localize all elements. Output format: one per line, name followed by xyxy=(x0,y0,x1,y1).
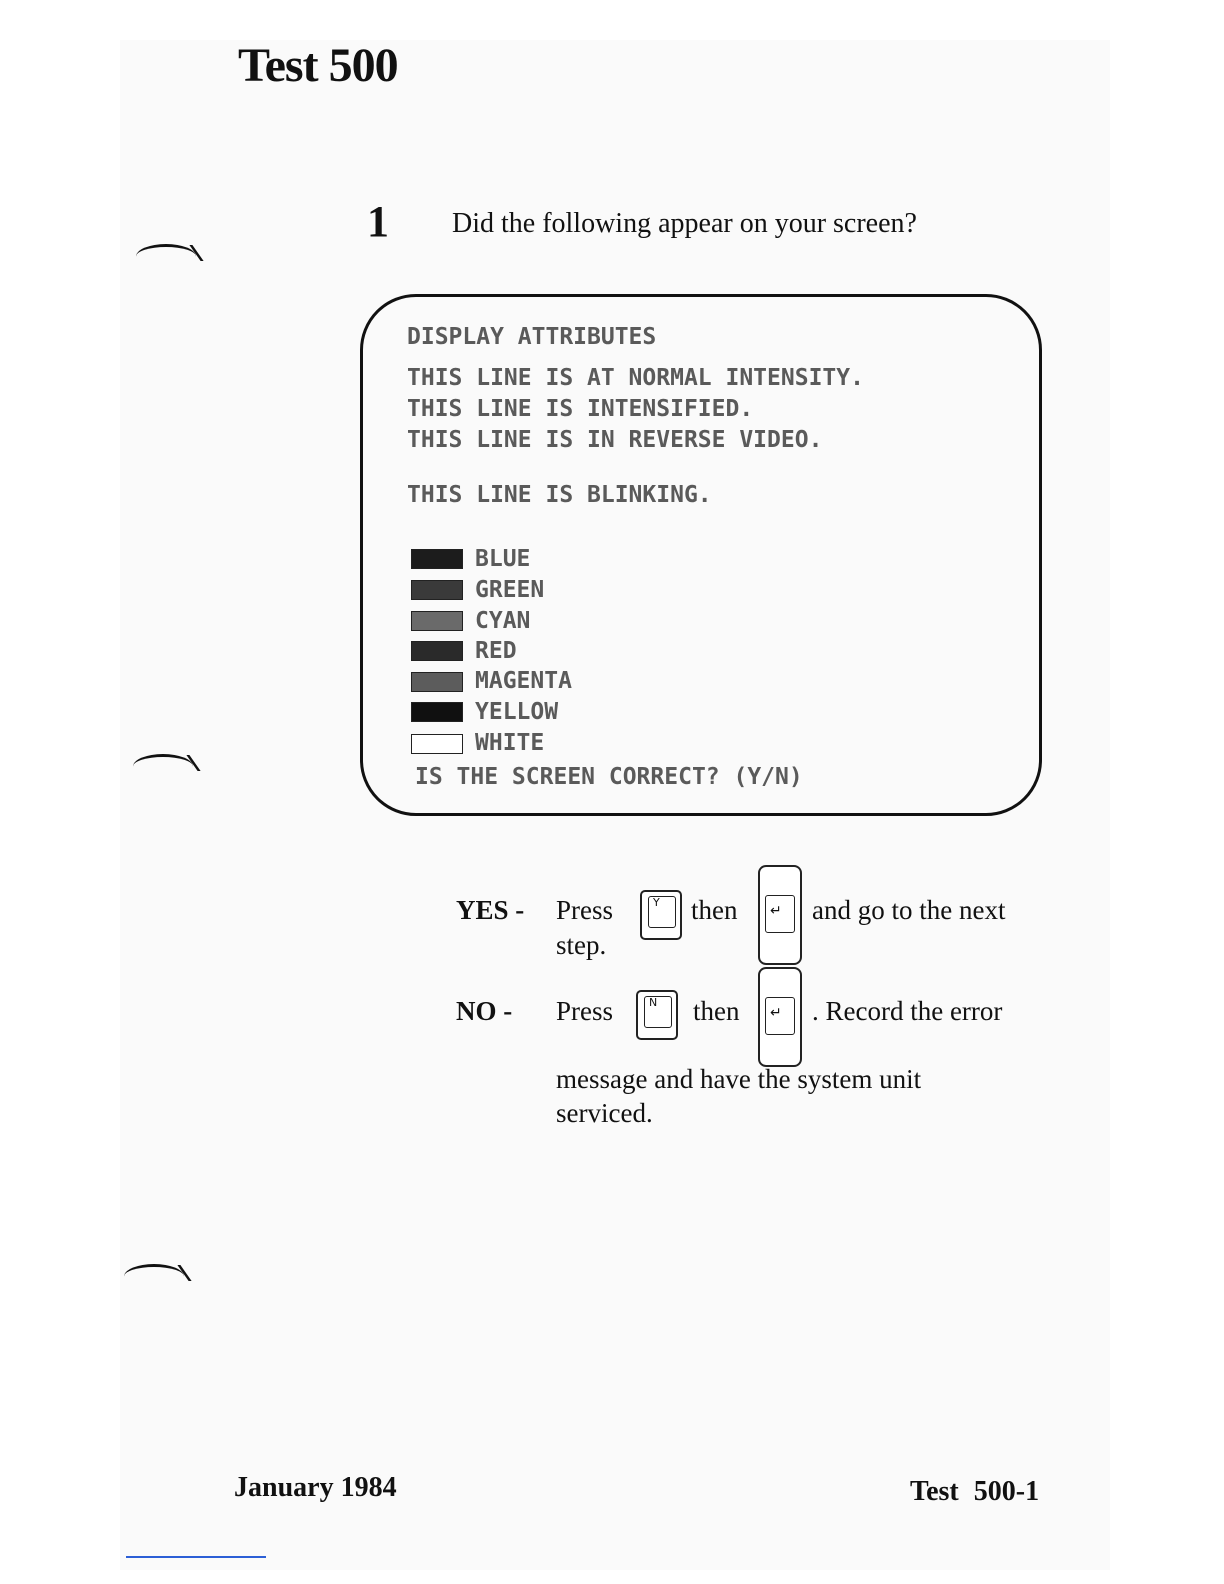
color-swatch-red xyxy=(411,641,463,661)
color-label-yellow: YELLOW xyxy=(475,699,559,725)
color-label-cyan: CYAN xyxy=(475,608,531,634)
screen-prompt: IS THE SCREEN CORRECT? (Y/N) xyxy=(415,764,803,790)
binder-hole-mark xyxy=(136,244,196,269)
step-question: Did the following appear on your screen? xyxy=(452,208,917,239)
yes-after-text: and go to the next xyxy=(812,895,1006,925)
screen-line-normal: THIS LINE IS AT NORMAL INTENSITY. xyxy=(407,365,864,391)
color-label-red: RED xyxy=(475,638,517,664)
footer-date: January 1984 xyxy=(234,1472,397,1503)
enter-key-glyph: ↵ xyxy=(770,903,782,919)
screen-line-reverse: THIS LINE IS IN REVERSE VIDEO. xyxy=(407,427,823,453)
color-swatch-white xyxy=(411,734,463,754)
no-continuation-2: serviced. xyxy=(556,1098,653,1128)
yes-then-text: then xyxy=(691,895,738,925)
color-swatch-cyan xyxy=(411,611,463,631)
screen-line-blinking: THIS LINE IS BLINKING. xyxy=(407,482,712,508)
yes-press-text: Press xyxy=(556,895,614,925)
n-key-icon xyxy=(636,990,678,1040)
no-label: NO - xyxy=(456,996,513,1026)
color-label-magenta: MAGENTA xyxy=(475,668,572,694)
enter-key-glyph: ↵ xyxy=(770,1005,782,1021)
y-key-letter: Y xyxy=(653,896,660,909)
color-label-white: WHITE xyxy=(475,730,545,756)
color-swatch-yellow xyxy=(411,702,463,722)
no-continuation-1: message and have the system unit xyxy=(556,1064,922,1094)
color-label-green: GREEN xyxy=(475,577,545,603)
yes-label: YES - xyxy=(456,895,525,925)
step-number: 1 xyxy=(367,197,389,246)
color-swatch-magenta xyxy=(411,672,463,692)
screen-heading: DISPLAY ATTRIBUTES xyxy=(407,324,657,350)
screen-line-intensified: THIS LINE IS INTENSIFIED. xyxy=(407,396,754,422)
scan-underline-mark xyxy=(126,1556,266,1558)
y-key-icon xyxy=(640,890,682,940)
n-key-letter: N xyxy=(649,996,658,1009)
binder-hole-mark xyxy=(124,1264,184,1289)
footer-page-number: Test 500-1 xyxy=(910,1476,1040,1507)
color-swatch-green xyxy=(411,580,463,600)
color-label-blue: BLUE xyxy=(475,546,531,572)
enter-key-icon xyxy=(758,865,802,965)
page-title: Test 500 xyxy=(238,39,398,92)
binder-hole-mark xyxy=(133,754,193,779)
yes-continuation: step. xyxy=(556,930,607,960)
no-then-text: then xyxy=(693,996,740,1026)
no-after-text: . Record the error xyxy=(812,996,1003,1026)
color-swatch-blue xyxy=(411,549,463,569)
no-press-text: Press xyxy=(556,996,614,1026)
enter-key-icon xyxy=(758,967,802,1067)
